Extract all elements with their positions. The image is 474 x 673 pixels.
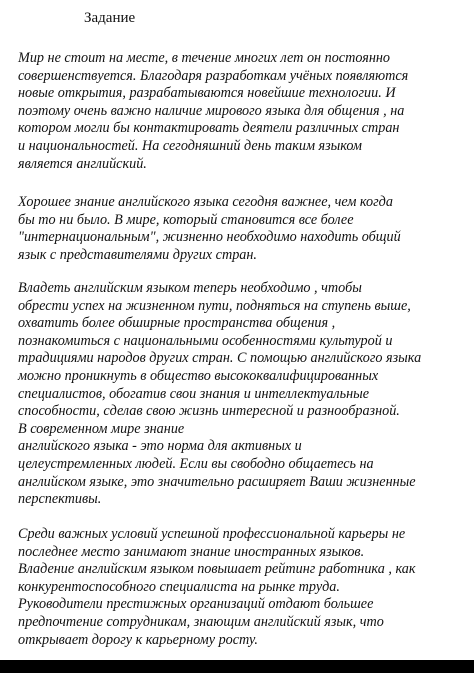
- text-line: поэтому очень важно наличие мирового языка для общения , на: [18, 102, 405, 119]
- text-line: предпочтение сотрудникам, знающим английский язык, что: [18, 613, 384, 630]
- text-line: традициями народов других стран. С помощью английского языка: [18, 350, 422, 367]
- text-line: котором могли бы контактировать деятели различных стран: [18, 120, 400, 137]
- text-line: бы то ни было. В мире, который становится все более: [18, 211, 354, 228]
- paragraph-3: [18, 280, 464, 509]
- text-line: Хорошее знание английского языка сегодня важнее, чем когда: [18, 194, 393, 210]
- text-line: и национальностей. На сегодняшний день таким языком: [18, 137, 362, 154]
- text-line: новые открытия, разрабатываются новейшие технологии. И: [18, 85, 396, 102]
- text-line: конкурентоспособного специалиста на рынке труда.: [18, 578, 340, 595]
- paragraph-2: [18, 194, 464, 264]
- text-line: английском языке, это значительно расширяет Ваши жизненные: [18, 473, 416, 490]
- text-line: охватить более обширные пространства общения ,: [18, 315, 336, 332]
- text-line: Владение английским языком повышает рейтинг работника , как: [18, 561, 416, 578]
- text-line: язык с представителями других стран.: [18, 246, 257, 263]
- text-line: Руководители престижных организаций отдают большее: [18, 596, 374, 613]
- text-line: "интернациональным", жизненно необходимо находить общий: [18, 229, 401, 246]
- text-line: целеустремленных людей. Если вы свободно общаетесь на: [18, 455, 374, 472]
- text-line: Среди важных условий успешной профессиональной карьеры не: [18, 526, 406, 542]
- text-line: совершенствуется. Благодаря разработкам учёных появляются: [18, 67, 409, 84]
- text-line: обрести успех на жизненном пути, подняться на ступень выше,: [18, 297, 411, 314]
- text-line: открывает дорогу к карьерному росту.: [18, 631, 258, 648]
- text-line: перспективы.: [18, 491, 102, 508]
- text-line: способности, сделав свою жизнь интересной и разнообразной.: [18, 403, 400, 420]
- text-line: последнее место занимают знание иностранных языков.: [18, 543, 365, 560]
- text-line: специалистов, обогатив свои знания и интеллектуальные: [18, 385, 370, 402]
- bottom-border-bar: [0, 660, 474, 673]
- paragraph-4: [18, 526, 464, 649]
- text-line: познакомиться с национальными особенностями культурой и: [18, 332, 393, 349]
- text-line: английского языка - это норма для активных и: [18, 438, 302, 455]
- document-title: Задание: [84, 10, 136, 26]
- text-line: В современном мире знание: [18, 420, 185, 437]
- text-line: можно проникнуть в общество высококвалифицированных: [18, 367, 379, 384]
- text-line: Мир не стоит на месте, в течение многих лет он постоянно: [18, 50, 391, 66]
- text-line: Владеть английским языком теперь необходимо , чтобы: [18, 280, 362, 296]
- text-line: является английский.: [18, 155, 147, 172]
- paragraph-1: [18, 50, 464, 173]
